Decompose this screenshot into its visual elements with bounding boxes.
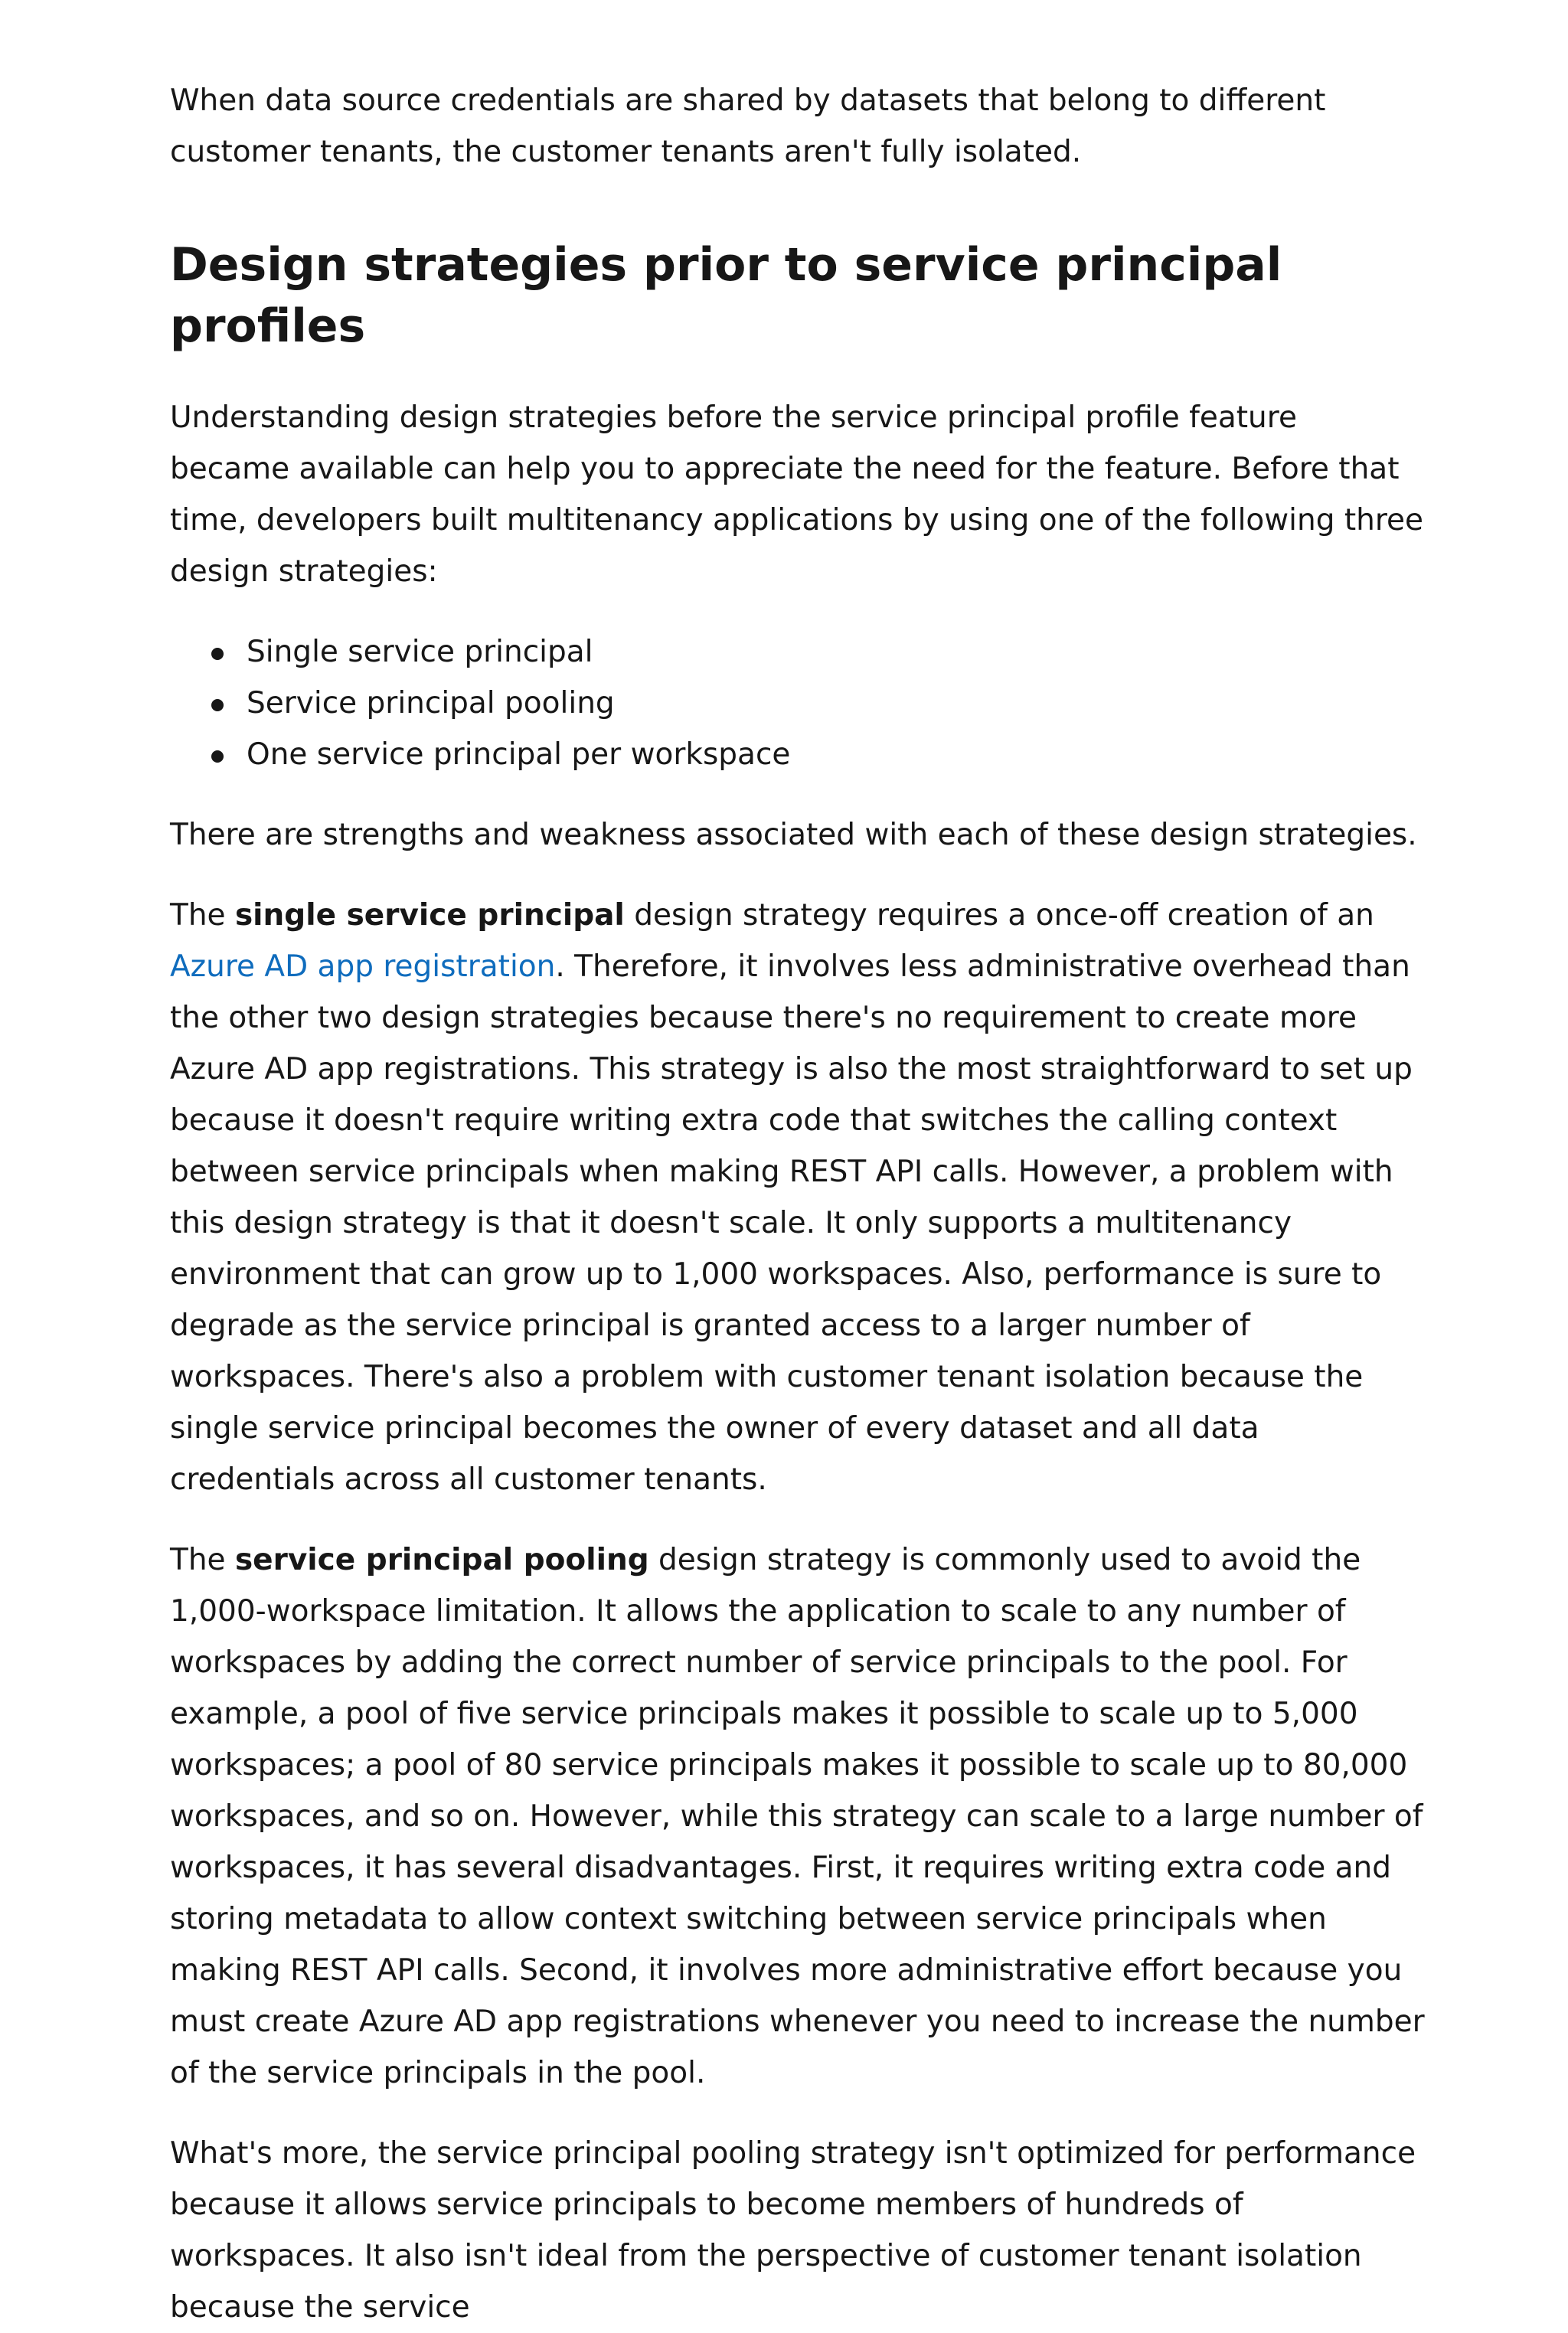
list-item-label: One service principal per workspace <box>247 737 791 772</box>
bullet-icon <box>211 648 224 660</box>
list-item <box>247 729 1426 780</box>
strategies-list <box>170 626 1426 780</box>
paragraph-text: design strategy requires a once-off creation of an <box>624 898 1374 933</box>
list-item <box>247 626 1426 678</box>
paragraph-text: design strategy is commonly used to avoid the 1,000-workspace limitation. It allows the application to scale to any number of workspaces by adding the correct number of service principals to the pool. For example, a pool of five service principals makes it possible to scale up to 5,000 workspaces; a pool of 80 service principals makes it possible to scale up to 80,000 workspaces, and so on. However, while this strategy can scale to a large number of workspaces, it has several disadvantages. First, it requires writing extra code and storing metadata to allow context switching between service principals when making REST API calls. Second, it involves more administrative effort because you must create Azure AD app registrations whenever you need to increase the number of the service principals in the pool. <box>170 1543 1425 2090</box>
strengths-paragraph: There are strengths and weakness associated with each of these design strategies. <box>170 818 1417 852</box>
service-principal-pooling-paragraph <box>170 1534 1426 2099</box>
bold-term: single service principal <box>234 898 625 933</box>
bold-term: service principal pooling <box>234 1543 649 1577</box>
article-body <box>170 75 1426 2333</box>
paragraph-text: The <box>170 898 235 933</box>
paragraph-text: The <box>170 1543 235 1577</box>
list-item-label: Service principal pooling <box>247 686 615 720</box>
list-item-label: Single service principal <box>247 635 593 669</box>
bullet-icon <box>211 750 224 763</box>
azure-ad-app-registration-link[interactable]: Azure AD app registration <box>170 949 556 984</box>
bullet-icon <box>211 699 224 711</box>
intro-paragraph: When data source credentials are shared by datasets that belong to different customer tenants, the customer tenants aren't fully isolated. <box>170 83 1326 169</box>
pooling-performance-paragraph: What's more, the service principal pooling strategy isn't optimized for performance because it allows service principals to become members of hundreds of workspaces. It also isn't ideal from the perspective of customer tenant isolation because the service <box>170 2136 1416 2325</box>
single-service-principal-paragraph <box>170 890 1426 1505</box>
section-heading: Design strategies prior to service principal profiles <box>170 238 1282 353</box>
strategies-intro-paragraph: Understanding design strategies before the service principal profile feature became available can help you to appreciate the need for the feature. Before that time, developers built multitenancy applications by using one of the following three design strategies: <box>170 400 1424 589</box>
paragraph-text: . Therefore, it involves less administrative overhead than the other two design strategies because there's no requirement to create more Azure AD app registrations. This strategy is also the most straightforward to set up because it doesn't require writing extra code that switches the calling context between service principals when making REST API calls. However, a problem with this design strategy is that it doesn't scale. It only supports a multitenancy environment that can grow up to 1,000 workspaces. Also, performance is sure to degrade as the service principal is granted access to a larger number of workspaces. There's also a problem with customer tenant isolation because the single service principal becomes the owner of every dataset and all data credentials across all customer tenants. <box>170 949 1413 1497</box>
list-item <box>247 678 1426 729</box>
